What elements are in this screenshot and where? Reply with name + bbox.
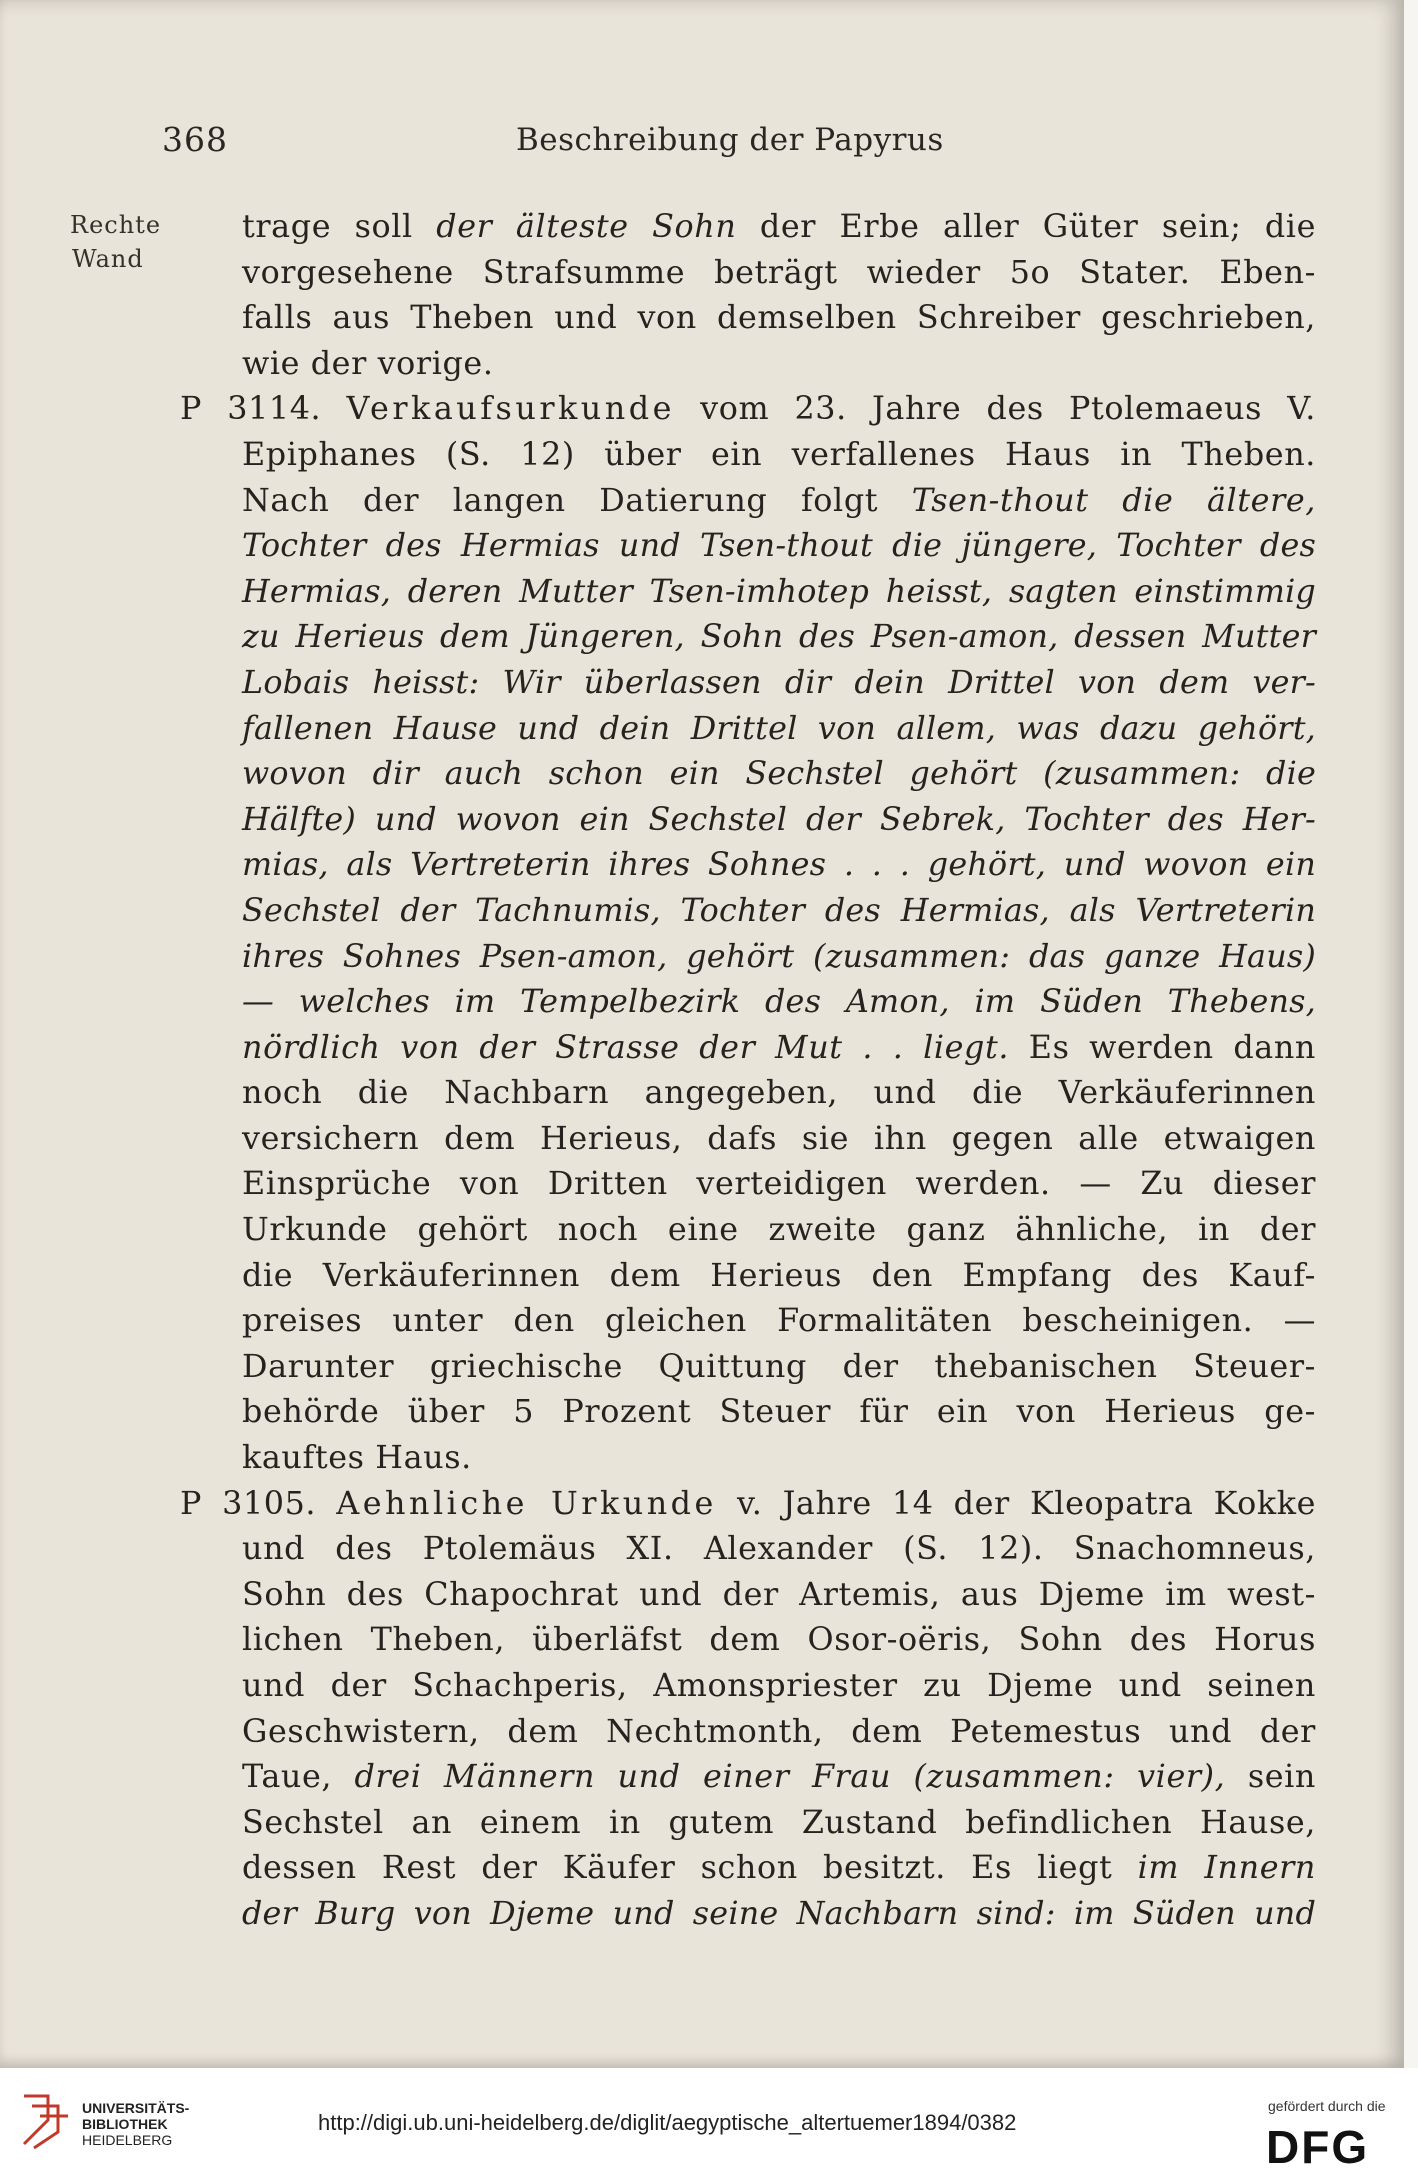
text-line: wovon dir auch schon ein Sechstel gehört (zusammen: die — [242, 755, 1316, 793]
text-line: fallenen Hause und dein Drittel von allem, was dazu gehört, — [242, 709, 1316, 747]
text-line: mias, als Vertreterin ihres Sohnes . . . gehört, und wovon ein — [242, 846, 1316, 884]
entry-heading-p3105: P 3105. Aehnliche Urkunde v. Jahre 14 der Kleopatra Kokke — [180, 1484, 1316, 1522]
entry-label: P 3105. — [180, 1484, 317, 1522]
text-line: Einsprüche von Dritten verteidigen werden. — Zu dieser — [242, 1165, 1316, 1203]
body-text — [180, 204, 1317, 1937]
running-head: Beschreibung der Papyrus — [516, 122, 944, 158]
entry-label: P 3114. — [180, 390, 322, 428]
page-header — [0, 120, 1404, 180]
text-line: ihres Sohnes Psen-amon, gehört (zusammen: das ganze Haus) — [242, 937, 1316, 975]
text-line: und des Ptolemäus XI. Alexander (S. 12). Snachomneus, — [242, 1530, 1316, 1568]
library-logo-icon — [18, 2088, 74, 2152]
margin-note-line: Rechte — [70, 211, 162, 239]
text-line: noch die Nachbarn angegeben, und die Verkäuferinnen — [242, 1074, 1316, 1112]
text-line: und der Schachperis, Amonspriester zu Djeme und seinen — [242, 1667, 1316, 1704]
text-line: preises unter den gleichen Formalitäten bescheinigen. — — [242, 1302, 1316, 1340]
text-line: Epiphanes (S. 12) über ein verfallenes Haus in Theben. — [242, 435, 1316, 473]
text-line: Urkunde gehört noch eine zweite ganz ähnliche, in der — [242, 1211, 1316, 1249]
entry-title: Aehnliche Urkunde — [336, 1484, 717, 1522]
text-line: der Burg von Djeme und seine Nachbarn sind: im Süden und — [242, 1894, 1316, 1932]
text-line: lichen Theben, überläfst dem Osor-oëris, Sohn des Horus — [242, 1621, 1316, 1659]
margin-note — [70, 208, 161, 276]
funding-note: gefördert durch die — [1268, 2098, 1386, 2114]
text-line: dessen Rest der Käufer schon besitzt. Es liegt im Innern — [242, 1849, 1317, 1887]
text-line: Sohn des Chapochrat und der Artemis, aus Djeme im west- — [242, 1575, 1316, 1613]
text-line: Taue, drei Männern und einer Frau (zusammen: vier), sein — [242, 1758, 1317, 1796]
text-line: — welches im Tempelbezirk des Amon, im Süden Thebens, — [242, 983, 1316, 1021]
page-number: 368 — [162, 120, 228, 159]
text-line: Darunter griechische Quittung der thebanischen Steuer- — [242, 1347, 1316, 1385]
text-line: nördlich von der Strasse der Mut . . liegt. Es werden dann — [242, 1028, 1316, 1066]
text-line: Nach der langen Datierung folgt Tsen-thout die ältere, — [242, 481, 1316, 519]
entry-title: Verkaufsurkunde — [346, 390, 675, 428]
dfg-logo: DFG — [1266, 2121, 1370, 2173]
text-line: vorgesehene Strafsumme beträgt wieder 5o Stater. Eben- — [242, 253, 1316, 291]
text-line: versichern dem Herieus, dafs sie ihn gegen alle etwaigen — [242, 1119, 1316, 1157]
text-line: behörde über 5 Prozent Steuer für ein von Herieus ge- — [242, 1393, 1316, 1431]
margin-note-line: Wand — [72, 245, 144, 273]
text-line: die Verkäuferinnen dem Herieus den Empfang des Kauf- — [242, 1256, 1316, 1294]
text-line: trage soll der älteste Sohn der Erbe aller Güter sein; die — [242, 208, 1316, 245]
entry-heading-p3114: P 3114. Verkaufsurkunde vom 23. Jahre des Ptolemaeus V. — [180, 390, 1316, 428]
text-line: Sechstel an einem in gutem Zustand befindlichen Hause, — [242, 1803, 1316, 1841]
text-line: Hälfte) und wovon ein Sechstel der Sebrek, Tochter des Her- — [242, 800, 1316, 838]
text-line: Lobais heisst: Wir überlassen dir dein Drittel von dem ver- — [242, 663, 1316, 701]
text-line: Sechstel der Tachnumis, Tochter des Hermias, als Vertreterin — [242, 891, 1316, 929]
text-line: Tochter des Hermias und Tsen-thout die jüngere, Tochter des — [242, 527, 1316, 565]
text-line: Hermias, deren Mutter Tsen-imhotep heisst, sagten einstimmig — [242, 572, 1316, 610]
text-line: zu Herieus dem Jüngeren, Sohn des Psen-amon, dessen Mutter — [242, 618, 1316, 656]
text-line: falls aus Theben und von demselben Schreiber geschrieben, — [242, 299, 1316, 337]
permalink-url[interactable]: http://digi.ub.uni-heidelberg.de/diglit/aegyptische_altertuemer1894/0382 — [318, 2110, 1017, 2135]
library-name: UNIVERSITÄTS- BIBLIOTHEK HEIDELBERG — [82, 2100, 190, 2148]
text-line: Geschwistern, dem Nechtmonth, dem Petemestus und der — [242, 1712, 1316, 1750]
text-line: wie der vorige. — [242, 344, 494, 382]
text-line: kauftes Haus. — [242, 1439, 472, 1477]
digitization-footer — [0, 2068, 1418, 2176]
